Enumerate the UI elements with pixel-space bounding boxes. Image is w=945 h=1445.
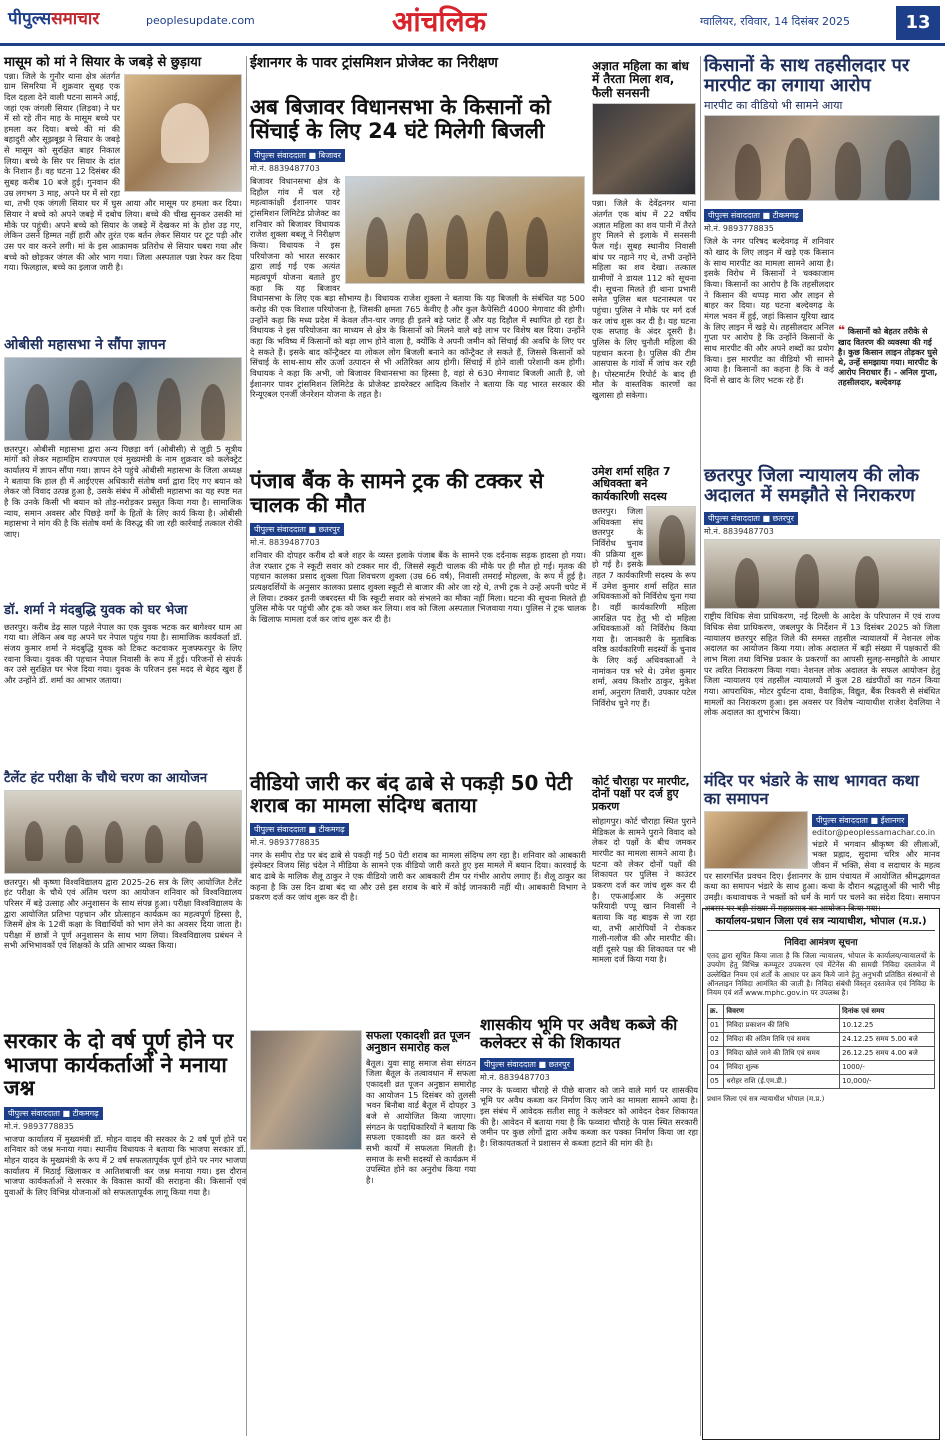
story-body: राष्ट्रीय विधिक सेवा प्राधिकरण, नई दिल्ली के आदेश के परिपालन में एवं राज्य विधिक सेवा प्राधिकरण, जबलपुर के निर्देशन में 13 दिसंबर 2025 को जिला न्यायालय छतरपुर सहित जिले की समस्त तहसील न्यायालयों में नेशनल लोक अदालत का आयोजन किया गया। लोक अदालत में बड़ी संख्या में पक्षकारों की लाभ मिला तथा विभिन्न प्रकार के प्रकरणों का आपसी सुलह-समझौते के आधार पर त्वरित निराकरण किया गया। नेशनल लोक अदालत के सफल आयोजन हेतु जिला न्यायालय एवं तहसील न्यायालयों में कुल 28 खंडपीठों का गठन किया गया। आपराधिक, मोटर दुर्घटना दावा, वैवाहिक, विद्युत, बैंक रिकवरी से संबंधित मामलों का निराकरण हुआ। इस अवसर पर विशेष न्यायाधीश राजेश देवलिया ने लोक अदालत का शुभारंभ किया। xyxy=(704,611,940,718)
farmers-photo xyxy=(704,115,940,201)
story-ekadashi xyxy=(366,1030,476,1440)
table-row xyxy=(708,1018,935,1032)
headline: किसानों के साथ तहसीलदार पर मारपीट का लगाया आरोप xyxy=(704,55,910,97)
byline: पीपुल्स संवाददाता ■ टीकमगढ़ xyxy=(250,823,349,836)
headline: डॉ. शर्मा ने मंदबुद्धि युवक को घर भेजा xyxy=(4,603,188,618)
row-date: 10.12.25 xyxy=(840,1018,935,1032)
subheadline: मारपीट का वीडियो भी सामने आया xyxy=(704,99,843,113)
headline: ओबीसी महासभा ने सौंपा ज्ञापन xyxy=(4,337,166,353)
headline: टैलेंट हंट परीक्षा के चौथे चरण का आयोजन xyxy=(4,771,208,786)
mobile: मो.नं. 8839487703 xyxy=(250,164,320,174)
masthead xyxy=(0,0,945,46)
story-body: शनिवार की दोपहर करीब दो बजे शहर के व्यस्त इलाके पंजाब बैंक के सामने एक दर्दनाक सड़क हादसा हो गया। तेज रफ्तार ट्रक ने स्कूटी सवार को टक्कर मार दी, जिससे स्कूटी चालक की मौके पर ही मौत हो गई। मृतक की पहचान कालका प्रसाद शुक्ला पिता शिवचरण शुक्ला (उम्र 66 वर्ष), निवासी तमराई मोहल्ला, के रूप में हुई है। प्रत्यक्षदर्शियों के अनुसार कालका प्रसाद शुक्ला स्कूटी से बाजार की ओर जा रहे थे, तभी ट्रक ने उन्हें अपनी चपेट में ले लिया। टक्कर इतनी जबरदस्त थी कि स्कूटी सवार को संभलने का मौका नहीं मिला। घटना की सूचना मिलते ही पुलिस मौके पर पहुंची और ट्रक को जब्त कर लिया। शव को जिला अस्पताल भिजवाया गया। पुलिस ने ट्रक चालक के खिलाफ मामला दर्ज कर जांच शुरू कर दी है। xyxy=(250,550,586,624)
story-truck-accident xyxy=(250,470,586,764)
story-body: भाजपा कार्यालय में मुख्यमंत्री डॉ. मोहन यादव की सरकार के 2 वर्ष पूर्ण होने पर शनिवार को जश्न मनाया गया। स्थानीय विधायक ने बताया कि भाजपा सरकार डॉ. मोहन यादव के मुख्यमंत्री के रूप में 2 वर्ष सफलतापूर्वक पूर्ण होने पर नगर भाजपा कार्यालय में मिठाई खिलाकर व आतिशबाजी कर जश्न मनाया गया। इस दौरान भाजपा कार्यकर्ताओं ने सरकार के विकास कार्यों की सराहना की। किसानों एवं युवाओं के लिए विभिन्न योजनाओं को सफलतापूर्वक लागू किया गया है। xyxy=(4,1133,246,1197)
story-body: पन्ना। जिले के देवेंद्रनगर थाना अंतर्गत एक बांध में 22 वर्षीय अज्ञात महिला का शव पानी में तैरते हुए मिलने से इलाके में सनसनी फैल गई। सुबह स्थानीय निवासी बांध पर नहाने गए थे, तभी उन्होंने महिला का शव देखा। तत्काल ग्रामीणों ने डायल 112 को सूचना दी। सूचना मिलते ही थाना प्रभारी समेत पुलिस बल घटनास्थल पर पहुंचा। पुलिस ने मौके पर मर्ग दर्ज कर जांच शुरू कर दी है। यह घटना एक सप्ताह के अंदर दूसरी है। पुलिस के लिए चुनौती महिला की पहचान करना है। पुलिस की टीम आसपास के गांवों में जांच कर रही है। पोस्टमार्टम रिपोर्ट के बाद ही मौत के वास्तविक कारणों का खुलासा हो सकेगा। xyxy=(592,198,696,401)
headline: मंदिर पर भंडारे के साथ भागवत कथा का समापन xyxy=(704,771,919,808)
quote-icon: ❝ xyxy=(838,323,846,337)
tender-notice xyxy=(702,908,940,1440)
row-date: 26.12.25 समय 4.00 बजे xyxy=(840,1046,935,1060)
brand-part-b: समाचार xyxy=(51,9,100,29)
mobile: मो.नं. 9893778835 xyxy=(250,837,320,847)
story-body: पन्ना। जिले के गुनौर थाना क्षेत्र अंतर्गत ग्राम सिमरिया में शुक्रवार सुबह एक दिल दहला देने वाली घटना सामने आई, जहां एक जंगली सियार (लिड़वा) ने घर में सो रहे तीन माह के मासूम बच्चे पर हमला कर दिया। बच्चे की मां की बहादुरी और सूझबूझ ने सियार के जबड़े से मासूम को सुरक्षित बाहर निकाल लिया। बच्चे के सिर पर सियार के दांत के निशान हैं। वह घटना 12 दिसंबर की सुबह करीब 10 बजे हुई। गुनवान की उम्र लगभग 3 माह, अपने घर में सो रहा था, तभी एक जंगली सियार घर में घुस आया और मासूम पर हमला कर दिया। सियार ने बच्चे को अपने जबड़े में दबोच लिया। बच्चे की चीख सुनकर उसकी मां मौके पर पहुंची। अपने बच्चे को सियार के जबड़े में देखकर मां के होश उड़ गए, लेकिन उसने हिम्मत नहीं हारी और तुरंत एक बर्तन लेकर सियार पर टूट पड़ी और उस पर वार करने लगी। मां के इस आक्रामक प्रतिरोध से सियार घबरा गया और बच्चे को छोड़कर जंगल की ओर भाग गया। जिला अस्पताल पन्ना रेफर कर दिया गया। फिलहाल, बच्चे का इलाज जारी है। xyxy=(4,70,242,273)
story-body: छतरपुर। ओबीसी महासभा द्वारा अन्य पिछड़ा वर्ग (ओबीसी) से जुड़ी 5 सूत्रीय मांगों को लेकर महामहिम राज्यपाल एवं मुख्यमंत्री के नाम शुक्रवार को कलेक्ट्रेट कार्यालय में ज्ञापन सौंपा गया। ज्ञापन देने पहुंचे ओबीसी महासभा के जिला अध्यक्ष ने बताया कि हाल ही में आईएएस अधिकारी संतोष वर्मा द्वारा दिए गए बयान को लेकर जो विवाद उत्पन्न हुआ है, उसके संबंध में ओबीसी महासभा का यह स्पष्ट मत है कि उनके किसी भी बयान को तोड़-मरोड़कर प्रस्तुत किया गया है। सामाजिक न्याय, समान अवसर और पिछड़े वर्गों के हितों के लिए कार्य किया है। ओबीसी महासभा ने मांग की है कि संतोष वर्मा के विरुद्ध की जा रही कार्रवाई तत्काल रोकी जाए। xyxy=(4,443,242,539)
byline: पीपुल्स संवाददाता ■ छतरपुर xyxy=(480,1058,574,1071)
row-description: निविदा खोले जाने की तिथि एवं समय xyxy=(724,1046,840,1060)
headline: अज्ञात महिला का बांध में तैरता मिला शव, फैली सनसनी xyxy=(592,59,689,100)
headline: कोर्ट चौराहा पर मारपीट, दोनों पक्षों पर दर्ज हुए प्रकरण xyxy=(592,775,690,813)
row-date: 10,000/- xyxy=(840,1074,935,1088)
row-number: 04 xyxy=(708,1060,724,1074)
byline: पीपुल्स संवाददाता ■ टीकमगढ़ xyxy=(704,209,803,222)
tender-schedule-table xyxy=(707,1004,935,1089)
headline: छतरपुर जिला न्यायालय की लोक अदालत में समझौते से निराकरण xyxy=(704,465,920,507)
table-row xyxy=(708,1046,935,1060)
story-body: नगर के समीप रोड पर बंद ढाबे से पकड़ी गई 50 पेटी शराब का मामला संदिग्ध लग रहा है। शनिवार को आबकारी इंस्पेक्टर विजय सिंह चंदेल ने मीडिया के सामने एक वीडियो जारी करते हुए इस मामले में बयान दिया। कारवाई के बाद ढाबे के मालिक शैलू ठाकुर ने एक वीडियो जारी कर आबकारी टीम पर गंभीर आरोप लगाए हैं। शैलू ठाकुर का कहना है कि उस दिन ढाबा बंद था और उसे इस शराब के बारे में कोई जानकारी नहीं थी। आबकारी विभाग ने प्रकरण दर्ज कर जांच शुरू कर दी है। xyxy=(250,849,586,903)
story-youth-sent-home xyxy=(4,604,242,768)
row-date: 24.12.25 समय 5.00 बजे xyxy=(840,1032,935,1046)
bhandara-photo xyxy=(704,811,808,869)
court-photo xyxy=(704,539,940,609)
story-jackal-attack xyxy=(4,56,242,334)
exam-hall-photo xyxy=(4,790,242,874)
story-body: सोहागपुर। कोर्ट चौराहा स्थित पुराने मेडिकल के सामने पुराने विवाद को लेकर दो पक्षों के बीच जमकर मारपीट का मामला सामने आया है। घटना को लेकर दोनों पक्षों की शिकायत पर पुलिस ने काउंटर प्रकरण दर्ज कर जांच शुरू कर दी है। एफआईआर के अनुसार फरियादी पप्पू खान निवासी ने बताया कि वह बाइक से जा रहा था, तभी आरोपियों ने रोककर गाली-गलौज की और मारपीट की। वहीं दूसरे पक्ष की शिकायत पर भी मामला दर्ज किया गया है। xyxy=(592,815,696,965)
story-talent-hunt xyxy=(4,772,242,1026)
story-body: बैतूल। युवा साहू समाज सेवा संगठन जिला बैतूल के तत्वावधान में सफला एकादशी व्रत पूजन अनुष्ठान समारोह का आयोजन 15 दिसंबर को तुलसी भवन बिनौबा वार्ड बैतूल में दोपहर 3 बजे से आयोजित किया जाएगा। संगठन के पदाधिकारियों ने बताया कि सफला एकादशी का व्रत करने से सभी कार्यों में सफलता मिलती है। समाज के सभी सदस्यों से कार्यक्रम में उपस्थित होने का अनुरोध किया गया है। xyxy=(366,1057,476,1185)
row-date: 1000/- xyxy=(840,1060,935,1074)
story-body: छतरपुर। श्री कृष्णा विश्वविद्यालय द्वारा 2025-26 सत्र के लिए आयोजित टैलेंट हंट परीक्षा के चौथे एवं अंतिम चरण का आयोजन शनिवार को विश्वविद्यालय परिसर में बड़े उत्साह और अनुशासन के साथ संपन्न हुआ। परीक्षा विश्वविद्यालय के द्वारा आयोजित प्रतिभा पहचान और प्रोत्साहन कार्यक्रम का महत्वपूर्ण हिस्सा है, जिसमें क्षेत्र के 12वीं कक्षा के विद्यार्थियों को भाग लेने का अवसर दिया जाता है। परीक्षा में छात्रों ने पूर्ण अनुशासन के साथ भाग लिया। विश्वविद्यालय प्रबंधन ने सभी अभिभावकों एवं शिक्षकों के प्रति आभार व्यक्त किया। xyxy=(4,876,242,951)
notice-title: कार्यालय-प्रधान जिला एवं सत्र न्यायाधीश, भोपाल (म.प्र.) xyxy=(707,913,935,931)
story-body: भंडारे में भगवान श्रीकृष्ण की लीलाओं, भक्त प्रह्लाद, सुदामा चरित्र और मानव जीवन में भक्ति, सेवा व सदाचार के महत्व पर सारगर्भित प्रवचन दिए। ईशानगर के ग्राम पंचायत में आयोजित श्रीमद्भागवत कथा का समापन भंडारे के साथ हुआ। कथा के दौरान श्रद्धालुओं की भारी भीड़ उमड़ी। कथावाचक ने भक्तों को धर्म के मार्ग पर चलने का संदेश दिया। समापन अवसर पर बड़ी संख्या में महाप्रसाद का आयोजन किया गया। xyxy=(704,838,940,913)
byline: पीपुल्स संवाददाता ■ बिजावर xyxy=(250,149,345,162)
headline: शासकीय भूमि पर अवैध कब्जे की कलेक्टर से की शिकायत xyxy=(480,1015,678,1052)
headline: मासूम को मां ने सियार के जबड़े से छुड़ाया xyxy=(4,55,202,70)
byline: पीपुल्स संवाददाता ■ छतरपुर xyxy=(250,523,344,536)
byline: पीपुल्स संवाददाता ■ टीकमगढ़ xyxy=(4,1107,103,1120)
headline: पंजाब बैंक के सामने ट्रक की टक्कर से चालक की मौत xyxy=(250,469,544,517)
kicker-block xyxy=(250,55,498,96)
kicker: ईशानगर के पावर ट्रांसमिशन प्रोजेक्ट का निरीक्षण xyxy=(250,55,498,71)
story-bhagwat-katha xyxy=(704,771,940,913)
website-link[interactable]: peoplesupdate.com xyxy=(146,14,255,27)
email: editor@peoplessamachar.co.in xyxy=(812,827,936,837)
headline: उमेश शर्मा सहित 7 अधिवक्ता बने कार्यकारिणी सदस्य xyxy=(592,465,671,503)
story-land-encroachment xyxy=(480,1016,698,1440)
story-body: जिले के नगर परिषद बल्देवगढ़ में शनिवार को खाद के लिए लाइन में खड़े एक किसान के साथ मारपीट का मामला सामने आया है। इसके विरोध में किसानों ने चक्काजाम किया। किसानों का आरोप है कि तहसीलदार ने किसान की थप्पड़ मारा और लाइन से बाहर कर दिया। यह घटना बल्देवगढ़ के मंगल भवन में हुई, जहां किसान यूरिया खाद के लिए लाइन में खड़े थे। तहसीलदार अनिल गुप्ता पर आरोप है कि उन्होंने किसानों के साथ मारपीट की और अपने शब्दों का प्रयोग किया। इस मारपीट का वीडियो भी सामने आया है। किसानों का कहना है कि वे कई दिनों से खाद के लिए भटक रहे हैं। xyxy=(704,236,834,385)
story-bjp-celebration xyxy=(4,1030,246,1440)
tehsildar-quote xyxy=(838,323,940,463)
mobile: मो.नं. 8839487703 xyxy=(704,527,774,537)
table-header: विवरण xyxy=(724,1004,840,1018)
headline: अब बिजावर विधानसभा के किसानों को सिंचाई के लिए 24 घंटे मिलेगी बिजली xyxy=(250,95,551,143)
column-divider xyxy=(246,56,247,1436)
headline: वीडियो जारी कर बंद ढाबे से पकड़ी 50 पेटी शराब का मामला संदिग्ध बताया xyxy=(250,771,573,818)
row-description: निविदा प्रकाशन की तिथि xyxy=(724,1018,840,1032)
notice-subtitle: निविदा आमंत्रण सूचना xyxy=(784,938,858,948)
row-number: 03 xyxy=(708,1046,724,1060)
bjp-photo xyxy=(250,1030,362,1150)
story-court-chowk-fight xyxy=(592,776,696,1012)
story-obc-memorandum xyxy=(4,338,242,600)
inspection-photo xyxy=(345,176,585,284)
brand-part-a: पीपुल्स xyxy=(8,9,52,29)
byline: पीपुल्स संवाददाता ■ ईशानगर xyxy=(812,814,908,827)
mobile: मो.नं. 8839487703 xyxy=(250,538,320,548)
headline: सफला एकादशी व्रत पूजन अनुष्ठान समारोह कल xyxy=(366,1029,471,1055)
table-header: दिनांक एवं समय xyxy=(840,1004,935,1018)
lok-adalat-column xyxy=(704,466,940,766)
baby-photo xyxy=(124,74,242,192)
section-title: आंचलिक xyxy=(392,5,487,38)
mobile: मो.नं. 8839487703 xyxy=(480,1072,550,1082)
dam-photo xyxy=(592,103,696,195)
story-liquor-seizure xyxy=(250,772,586,1012)
notice-footer: प्रधान जिला एवं सत्र न्यायाधीश भोपाल (म.प्र.) xyxy=(707,1094,825,1103)
row-description: निविदा शुल्क xyxy=(724,1060,840,1074)
story-woman-body xyxy=(592,60,696,432)
story-body: नगर के फव्वारा चौराहे से पीछे बाजार को जाने वाले मार्ग पर शासकीय भूमि पर अवैध कब्जा कर निर्माण किए जाने का मामला सामने आया है। इस संबंध में आवेदक सतीश साहू ने कलेक्टर को आवेदन देकर शिकायत की है। आवेदन में बताया गया है कि फव्वारा चौराहे के पास स्थित सरकारी जमीन पर कुछ लोगों द्वारा अवैध कब्जा कर पक्का निर्माण किया जा रहा है। शिकायतकर्ता ने प्रशासन से कब्जा हटाने की मांग की है। xyxy=(480,1084,698,1149)
mobile: मो.नं. 9893778835 xyxy=(704,224,774,234)
notice-body: एतद द्वारा सूचित किया जाता है कि जिला न्यायालय, भोपाल के कार्यालय/न्यायालयों के उपयोग हेतु विभिन्न कम्प्यूटर उपकरण एवं मेंटेनेंस की सामग्री निविदा दस्तावेज में उल्लेखित नियम एवं शर्तों के आधार पर क्रय किये जाने हेतु अनुभवी प्रतिष्ठित संस्थानों से ऑनलाइन निविदा आमंत्रित की जाती है। निविदा संबंधी विस्तृत दस्तावेज एवं निविदा के नियम एवं शर्ते www.mphc.gov.in पर उपलब्ध है। xyxy=(707,951,935,998)
headline: सरकार के दो वर्ष पूर्ण होने पर भाजपा कार्यकर्ताओं ने मनाया जश्न xyxy=(4,1029,234,1101)
row-number: 05 xyxy=(708,1074,724,1088)
page-number: 13 xyxy=(896,6,940,40)
obc-photo xyxy=(4,357,242,441)
byline: पीपुल्स संवाददाता ■ छतरपुर xyxy=(704,512,798,525)
mobile: मो.नं. 9893778835 xyxy=(4,1121,74,1131)
table-row xyxy=(708,1060,935,1074)
story-body: बिजावर विधानसभा क्षेत्र के दिहौल गांव में चल रहे महत्वाकांक्षी ईशानगर पावर ट्रांसमिशन लिमिटेड प्रोजेक्ट का शनिवार को बिजावर विधायक राजेश शुक्ला बबलू ने निरीक्षण किया। विधायक ने इस परियोजना को भारत सरकार द्वारा लाई गई एक अत्यंत महत्वपूर्ण योजना बताते हुए कहा कि यह बिजावर विधानसभा के लिए एक बड़ा सौभाग्य है। विधायक राजेश शुक्ला ने बताया कि यह बिजली के संबंधित यह 500 करोड़ की एक विशाल परियोजना है, जिसकी क्षमता 765 केवीए है और कुल कैपेसिटी 4000 मेगावाट की होगी। उन्होंने कहा कि मध्य प्रदेश में केवल तीन-चार जगह ही इतने बड़े प्लांट हैं और यह दिहौल में स्थापित हो रहा है। विधायक ने इस परियोजना का माध्यम से क्षेत्र के किसानों को मिलने वाले बड़े लाभ पर विशेष बल दिया। उन्होंने कहा कि भविष्य में किसानों को बड़ा लाभ होने वाला है, क्योंकि वे अपनी जमीन को सिंचाई की अवधि के लिए पर दे सकते हैं। इसके बाद कॉन्ट्रैक्टर या लोकल लोग बिजली बनाने का कॉन्ट्रैक्ट ले सकते हैं, जिससे किसानों को सिंचाई के साथ-साथ सौर ऊर्जा उत्पादन से भी अतिरिक्त आय होगी। सिंचाई में होने वाली परेशानी कम होगी। विधायक ने कहा कि अभी, जो बिजावर विधानसभा का हिस्सा है, वहां से 630 मेगावाट बिजली आती है, जो ईशानगर पावर ट्रांसमिशन लिमिटेड के प्रोजेक्ट डायरेक्टर आदित्य किशोर ने बताया कि यह भारत सरकार की रिन्यूएबल एनर्जी जेनरेशन योजना के तहत है। xyxy=(250,176,585,400)
quote-text: किसानों को बेहतर तरीके से खाद वितरण की व्यवस्था की गई है। कुछ किसान लाइन तोड़कर घुसे थे, उन्हें समझाया गया। मारपीट के आरोप निराधार हैं। - अनिल गुप्ता, तहसीलदार, बल्देवगढ़ xyxy=(838,327,938,387)
table-row xyxy=(708,1032,935,1046)
row-description: धरोहर राशि (ई.एम.डी.) xyxy=(724,1074,840,1088)
row-description: निविदा की अंतिम तिथि एवं समय xyxy=(724,1032,840,1046)
row-number: 02 xyxy=(708,1032,724,1046)
row-number: 01 xyxy=(708,1018,724,1032)
story-body: छतरपुर। करीब डेढ़ साल पहले नेपाल का एक युवक भटक कर बागेश्वर धाम आ गया था। लेकिन अब वह अपने घर नेपाल पहुंच गया है। सामाजिक कार्यकर्ता डॉ. संजय कुमार शर्मा ने मंदबुद्धि युवक को टिकट कटवाकर मुजफ्फरपुर के लिए रवाना किया। युवक की पहचान नेपाल निवासी के रूप में हुई। परिजनों से संपर्क कर उसे सुरक्षित घर भेज दिया गया। युवक के परिजन इस मदद से बेहद खुश हैं और उन्होंने डॉ. शर्मा का आभार जताया। xyxy=(4,621,242,685)
issue-date: ग्वालियर, रविवार, 14 दिसंबर 2025 xyxy=(700,15,851,28)
table-row xyxy=(708,1074,935,1088)
story-body: छतरपुर। जिला अधिवक्ता संघ छतरपुर के निर्विरोध चुनाव की प्रक्रिया शुरू हो गई है। इसके तहत 7 कार्यकारिणी सदस्य के रूप में उमेश कुमार शर्मा सहित सात अधिवक्ताओं को निर्विरोध चुना गया है। वहीं कार्यकारिणी महिला आरक्षित पद हेतु भी दो महिला अधिवक्ताओं को निर्विरोध किया गया है। जानकारी के मुताबिक वरिष्ठ कार्यकारिणी सदस्यों के चुनाव के लिए कई अधिवक्ताओं ने नामांकन पत्र भरे थे। उमेश कुमार शर्मा, अवध किशोर ठाकुर, मुकेश शर्मा, अनुराग तिवारी, उपकार पटेल निर्विरोध चुने गए हैं। xyxy=(592,505,696,708)
story-irrigation-electricity xyxy=(250,96,585,432)
table-header: क्र. xyxy=(708,1004,724,1018)
newspaper-logo xyxy=(8,6,99,29)
